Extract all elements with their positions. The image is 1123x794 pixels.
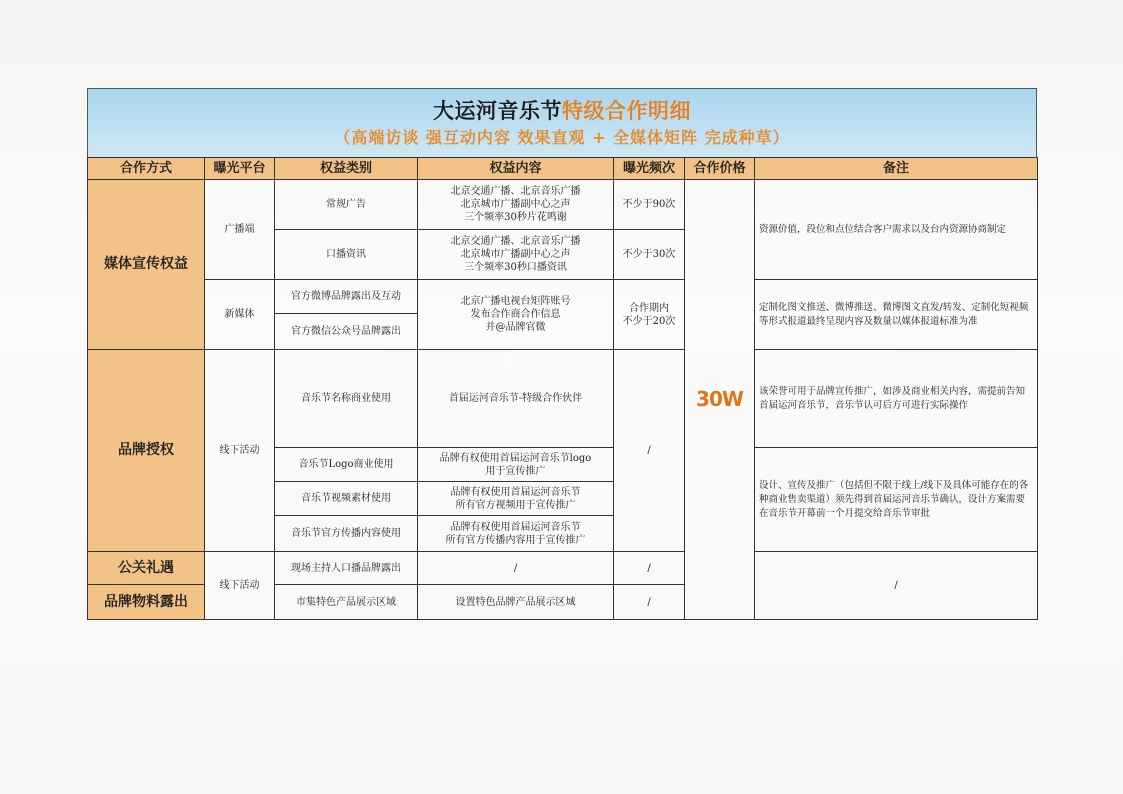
- note-cell: 设计、宣传及推广（包括但不限于线上/线下及具体可能存在的各种商业售卖渠道）须先得到首届运河音乐节确认，设计方案需要在音乐节开幕前一个月提交给音乐节审批: [755, 448, 1038, 552]
- category-cell: 音乐节Logo商业使用: [275, 448, 418, 482]
- section-pr: 公关礼遇: [88, 552, 205, 585]
- freq-cell: /: [614, 552, 685, 585]
- content-cell: [418, 230, 614, 280]
- price-cell: 30W: [685, 180, 755, 620]
- content-line: 北京交通广播、北京音乐广播: [450, 236, 581, 247]
- header-cell: 合作价格: [685, 158, 755, 180]
- note-cell: 定制化图文推送、微博推送、微博图文直发/转发、定制化短视频等形式报道最终呈现内容及数量以媒体报道标准为准: [755, 280, 1038, 350]
- table-row: [88, 350, 1038, 448]
- freq-cell: 不少于30次: [614, 230, 685, 280]
- header-cell: 备注: [755, 158, 1038, 180]
- platform-newmedia: 新媒体: [205, 280, 275, 350]
- content-line: 所有官方视频用于宣传推广: [455, 499, 576, 511]
- category-cell: 音乐节视频素材使用: [275, 482, 418, 516]
- section-media: 媒体宣传权益: [88, 180, 205, 350]
- category-cell: 官方微信公众号品牌露出: [275, 314, 418, 350]
- title-banner: [87, 88, 1037, 157]
- freq-line: 合作期内: [629, 302, 669, 314]
- section-material: 品牌物料露出: [88, 585, 205, 620]
- table-row: [88, 180, 1038, 230]
- header-cell: 合作方式: [88, 158, 205, 180]
- note-cell: 资源价值，段位和点位结合客户需求以及台内资源协商制定: [755, 180, 1038, 280]
- freq-cell: [614, 280, 685, 350]
- title-part2: 特级合作明细: [562, 99, 691, 123]
- content-cell: [418, 448, 614, 482]
- content-cell: [418, 482, 614, 516]
- platform-offline: 线下活动: [205, 350, 275, 552]
- freq-line: 不少于20次: [622, 315, 676, 327]
- page-title: [88, 95, 1036, 125]
- content-line: 品牌有权使用首届运河音乐节: [450, 521, 581, 533]
- platform-offline: 线下活动: [205, 552, 275, 620]
- content-line: 品牌有权使用首届运河音乐节logo: [439, 452, 592, 464]
- content-line: 发布合作商合作信息: [470, 309, 561, 320]
- table-row: [88, 552, 1038, 585]
- content-line: 北京广播电视台矩阵账号: [460, 296, 571, 307]
- content-line: 所有官方传播内容用于宣传推广: [445, 534, 586, 546]
- freq-cell: /: [614, 585, 685, 620]
- note-cell: /: [755, 552, 1038, 620]
- freq-cell: 不少于90次: [614, 180, 685, 230]
- category-cell: 市集特色产品展示区域: [275, 585, 418, 620]
- table-row: [88, 280, 1038, 314]
- cooperation-table: [87, 157, 1038, 620]
- title-part1: 大运河音乐节: [433, 99, 562, 123]
- content-cell: [418, 180, 614, 230]
- content-line: 三个频率30秒片花鸣谢: [464, 212, 567, 223]
- category-cell: 口播资讯: [275, 230, 418, 280]
- content-line: 品牌有权使用首届运河音乐节: [450, 486, 581, 498]
- header-cell: 权益类别: [275, 158, 418, 180]
- category-cell: 官方微博品牌露出及互动: [275, 280, 418, 314]
- page-subtitle: （高端访谈 强互动内容 效果直观 + 全媒体矩阵 完成种草）: [334, 128, 790, 147]
- cooperation-table-document: [87, 88, 1037, 620]
- content-line: 并@品牌官微: [485, 322, 546, 333]
- note-cell: 该荣誉可用于品牌宣传推广，如涉及商业相关内容，需提前告知首届运河音乐节，音乐节认可后方可进行实际操作: [755, 350, 1038, 448]
- content-cell: 首届运河音乐节-特级合作伙伴: [418, 350, 614, 448]
- content-cell: 设置特色品牌产品展示区域: [418, 585, 614, 620]
- content-cell: [418, 516, 614, 552]
- header-cell: 曝光频次: [614, 158, 685, 180]
- category-cell: 常规广告: [275, 180, 418, 230]
- header-cell: 权益内容: [418, 158, 614, 180]
- content-line: 用于宣传推广: [485, 465, 546, 477]
- content-line: 三个频率30秒口播资讯: [464, 262, 567, 273]
- content-line: 北京交通广播、北京音乐广播: [450, 186, 581, 197]
- category-cell: 现场主持人口播品牌露出: [275, 552, 418, 585]
- header-row: [88, 158, 1038, 180]
- content-cell: [418, 280, 614, 350]
- section-brand: 品牌授权: [88, 350, 205, 552]
- content-line: 北京城市广播副中心之声: [460, 199, 571, 210]
- content-cell: /: [418, 552, 614, 585]
- category-cell: 音乐节官方传播内容使用: [275, 516, 418, 552]
- platform-broadcast: 广播端: [205, 180, 275, 280]
- category-cell: 音乐节名称商业使用: [275, 350, 418, 448]
- content-line: 北京城市广播副中心之声: [460, 249, 571, 260]
- freq-cell: /: [614, 350, 685, 552]
- header-cell: 曝光平台: [205, 158, 275, 180]
